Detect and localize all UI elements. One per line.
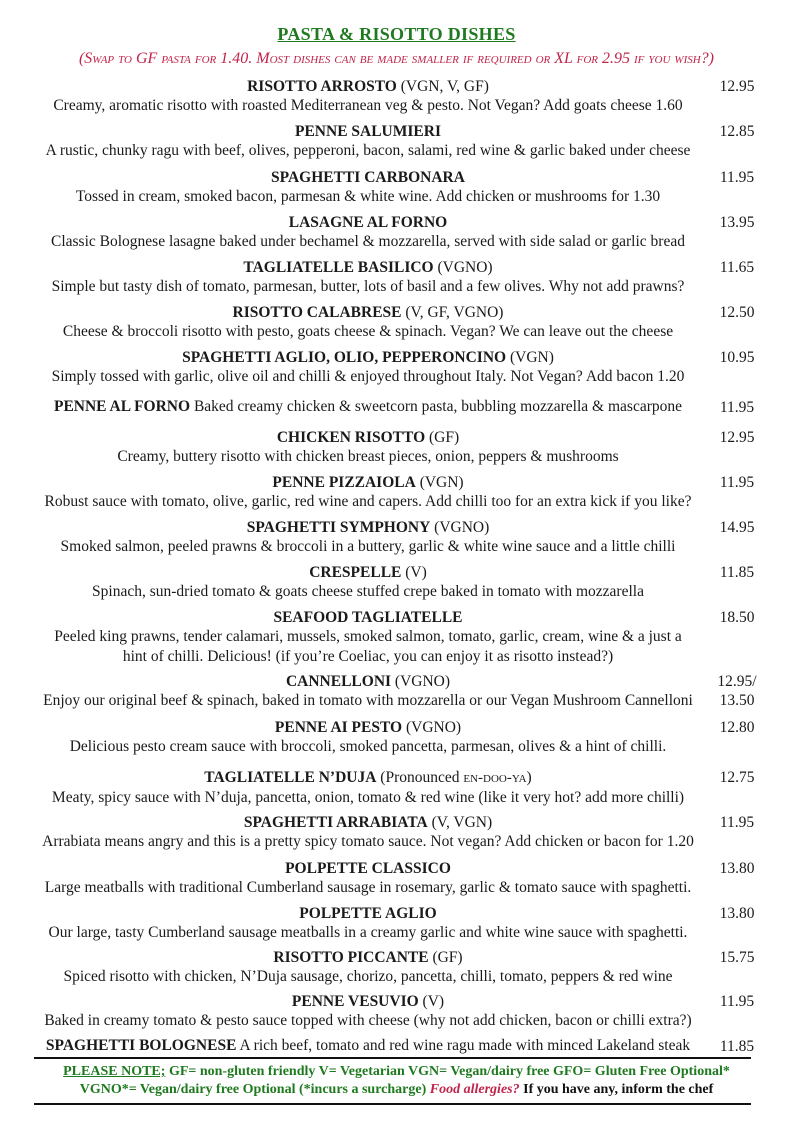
menu-item [28, 904, 708, 943]
dish-name: PENNE AI PESTO [274, 719, 403, 736]
dish-tags-end: ) [526, 769, 532, 786]
dish-price: 13.80 [719, 860, 755, 877]
dish-tags: (VGNO) [430, 519, 490, 536]
dish-tags: (VGNO) [391, 673, 451, 690]
divider-top [34, 1057, 751, 1059]
dish-name: SPAGHETTI CARBONARA [271, 169, 465, 186]
dish-tags: (VGNO) [433, 259, 493, 276]
menu-item [28, 859, 708, 898]
dish-tags: (VGNO) [402, 719, 462, 736]
dish-tags: (V, VGN) [427, 814, 493, 831]
dish-price: 11.95 [719, 993, 755, 1010]
dish-price: 14.95 [719, 519, 755, 536]
dish-price: 12.75 [719, 769, 755, 786]
dish-description: Classic Bolognese lasagne baked under bechamel & mozzarella, served with side salad or garlic bread [51, 233, 685, 250]
dish-description: Baked in creamy tomato & pesto sauce topped with cheese (why not add chicken, bacon or chilli extra?) [44, 1012, 692, 1029]
menu-item [28, 77, 708, 116]
dish-description-line2: hint of chilli. Delicious! (if you’re Coeliac, you can enjoy it as risotto instead?) [122, 648, 614, 665]
menu-item [28, 303, 708, 342]
menu-item [28, 563, 708, 602]
dish-name: RISOTTO CALABRESE [232, 304, 402, 321]
dish-description: Delicious pesto cream sauce with broccoli, smoked pancetta, parmesan, olives & a hint of chilli. [69, 738, 667, 755]
dish-name: CRESPELLE [309, 564, 402, 581]
menu-item [28, 992, 708, 1031]
dish-price-alt: 13.50 [719, 692, 755, 709]
menu-item [28, 672, 708, 711]
dish-tags: (VGN) [506, 349, 554, 366]
dish-name: SPAGHETTI SYMPHONY [246, 519, 431, 536]
menu-item [28, 768, 708, 808]
dish-description: A rich beef, tomato and red wine ragu made with minced Lakeland steak [239, 1037, 691, 1054]
menu-item [28, 168, 708, 207]
dish-tags: (V, GF, VGNO) [401, 304, 504, 321]
menu-item [28, 473, 708, 512]
menu-item [28, 1037, 708, 1055]
menu-item [28, 213, 708, 252]
dish-name: RISOTTO PICCANTE [273, 949, 429, 966]
menu-item [28, 608, 708, 667]
allergy-warning: Food allergies? [429, 1082, 520, 1097]
dish-tags: (V) [401, 564, 427, 581]
dish-description: Tossed in cream, smoked bacon, parmesan & white wine. Add chicken or mushrooms for 1.30 [75, 188, 661, 205]
dish-description: Simply tossed with garlic, olive oil and chilli & enjoyed throughout Italy. Not Vegan? Add bacon 1.20 [51, 368, 685, 385]
dish-price: 15.75 [719, 949, 755, 966]
dish-description: Peeled king prawns, tender calamari, mussels, smoked salmon, tomato, garlic, cream, wine & a just a [54, 628, 682, 645]
legend-text-2: VGNO*= Vegan/dairy free Optional (*incurs a surcharge) [79, 1082, 430, 1097]
dish-price: 11.95 [719, 169, 755, 186]
dish-price: 12.95 [719, 78, 755, 95]
allergy-instruction: If you have any, inform the chef [519, 1082, 714, 1097]
menu-item [28, 948, 708, 987]
dish-price: 13.80 [719, 905, 755, 922]
dish-description: Simple but tasty dish of tomato, parmesan, butter, lots of basil and a few olives. Why not add prawns? [51, 278, 685, 295]
dish-name: LASAGNE AL FORNO [288, 214, 448, 231]
dish-name: TAGLIATELLE N’DUJA [204, 769, 377, 786]
dish-price: 12.80 [719, 719, 755, 736]
dish-price: 12.95 [719, 429, 755, 446]
menu-item [28, 718, 708, 757]
menu-item [28, 398, 708, 416]
dish-description: Large meatballs with traditional Cumberland sausage in rosemary, garlic & tomato sauce with spaghetti. [44, 879, 692, 896]
dish-price: 12.50 [719, 304, 755, 321]
dish-description: Meaty, spicy sauce with N’duja, pancetta, onion, tomato & red wine (like it very hot? add more chilli) [51, 789, 685, 806]
dish-price: 11.85 [719, 564, 755, 581]
dish-name: POLPETTE AGLIO [299, 905, 437, 922]
dish-tags: (VGN) [415, 474, 464, 491]
legend-line-1 [20, 1063, 773, 1080]
dish-description: Cheese & broccoli risotto with pesto, goats cheese & spinach. Vegan? We can leave out the cheese [62, 323, 674, 340]
dish-name: RISOTTO ARROSTO [247, 78, 397, 95]
dish-name: SPAGHETTI AGLIO, OLIO, PEPPERONCINO [182, 349, 507, 366]
dish-name: CHICKEN RISOTTO [276, 429, 426, 446]
dish-description: Robust sauce with tomato, olive, garlic, red wine and capers. Add chilli too for an extra kick if you like? [44, 493, 692, 510]
pronunciation: en-doo-ya [463, 770, 527, 786]
dish-name: PENNE AL FORNO [53, 398, 191, 415]
dish-name: SEAFOOD TAGLIATELLE [273, 609, 463, 626]
dish-tags: (GF) [428, 949, 463, 966]
dish-description: Our large, tasty Cumberland sausage meatballs in a creamy garlic and white wine sauce with spaghetti. [48, 924, 688, 941]
dish-description: Smoked salmon, peeled prawns & broccoli in a buttery, garlic & white wine sauce and a little chilli [60, 538, 676, 555]
dish-tags: (GF) [425, 429, 460, 446]
menu-item [28, 122, 708, 161]
dish-description: Spiced risotto with chicken, N’Duja sausage, chorizo, pancetta, chilli, tomato, peppers & red wine [63, 968, 673, 985]
dish-name: PENNE VESUVIO [291, 993, 419, 1010]
menu-item [28, 348, 708, 387]
please-note-label: PLEASE NOTE; [63, 1064, 166, 1079]
dish-name: PENNE SALUMIERI [295, 123, 441, 140]
dish-description: A rustic, chunky ragu with beef, olives, pepperoni, bacon, salami, red wine & garlic baked under cheese [45, 142, 691, 159]
dish-price: 12.95/ [717, 673, 757, 690]
dish-tags: (V) [418, 993, 445, 1010]
dish-description: Enjoy our original beef & spinach, baked in tomato with mozzarella or our Vegan Mushroom Cannelloni [43, 692, 693, 709]
dish-description: Arrabiata means angry and this is a pretty spicy tomato sauce. Not vegan? Add chicken or bacon for 1.20 [42, 833, 694, 850]
menu-item [28, 428, 708, 467]
dish-name: SPAGHETTI ARRABIATA [243, 814, 428, 831]
dish-name: PENNE PIZZAIOLA [272, 474, 416, 491]
menu-item [28, 813, 708, 852]
dish-price: 11.95 [719, 474, 755, 491]
divider-bottom [34, 1103, 751, 1105]
dish-price: 18.50 [719, 609, 755, 626]
menu-item [28, 518, 708, 557]
dish-name: CANNELLONI [285, 673, 392, 690]
dish-description: Baked creamy chicken & sweetcorn pasta, bubbling mozzarella & mascarpone [193, 398, 682, 415]
page-title: PASTA & RISOTTO DISHES [277, 24, 516, 44]
dish-price: 11.95 [719, 399, 755, 416]
dish-tags: (Pronounced [376, 769, 464, 786]
dish-price: 12.85 [719, 123, 755, 140]
page-subtitle: (Swap to GF pasta for 1.40. Most dishes can be made smaller if required or XL for 2.95 if you wish?) [78, 50, 715, 67]
dish-name: POLPETTE CLASSICO [285, 860, 451, 877]
dish-price: 13.95 [719, 214, 755, 231]
legend-line-2 [20, 1081, 773, 1098]
legend-text: GF= non-gluten friendly V= Vegetarian VGN= Vegan/dairy free GFO= Gluten Free Optional* [165, 1064, 730, 1079]
dish-price: 11.95 [719, 814, 755, 831]
dish-name: SPAGHETTI BOLOGNESE [45, 1037, 237, 1054]
dish-description: Spinach, sun-dried tomato & goats cheese stuffed crepe baked in tomato with mozzarella [92, 583, 644, 600]
menu-item [28, 258, 708, 297]
dish-price: 11.85 [719, 1038, 755, 1055]
dish-name: TAGLIATELLE BASILICO [243, 259, 434, 276]
dish-price: 11.65 [719, 259, 755, 276]
dish-description: Creamy, buttery risotto with chicken breast pieces, onion, peppers & mushrooms [117, 448, 619, 465]
dish-tags: (VGN, V, GF) [396, 78, 489, 95]
dish-price: 10.95 [719, 349, 755, 366]
dish-description: Creamy, aromatic risotto with roasted Mediterranean veg & pesto. Not Vegan? Add goats cheese 1.60 [53, 97, 683, 114]
